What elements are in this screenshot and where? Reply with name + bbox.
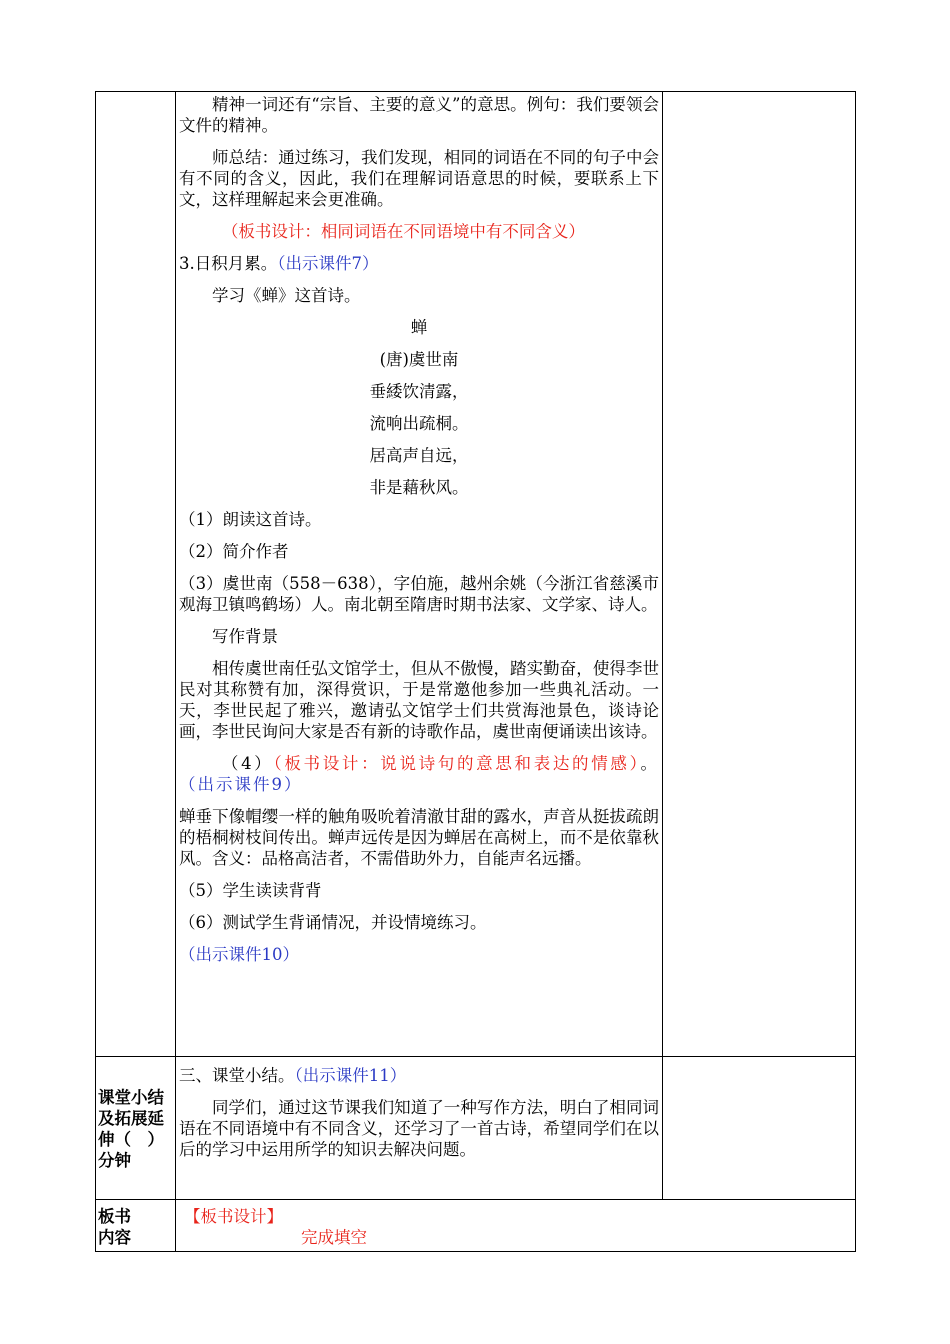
writing-background-title: 写作背景	[212, 627, 278, 646]
board-note-poem-meaning: （板书设计：说说诗句的意思和表达的情感）	[273, 754, 641, 773]
summary-heading: 三、课堂小结。	[179, 1066, 295, 1085]
summary-label: 课堂小结及拓展延伸（ ）分钟	[98, 1088, 164, 1170]
step3-line	[179, 253, 659, 274]
item-6-test: （6）测试学生背诵情况，并设情境练习。	[179, 913, 487, 932]
notes-cell	[663, 92, 856, 1057]
board-note-same-words: （板书设计：相同词语在不同语境中有不同含义）	[221, 222, 585, 241]
writing-background-text: 相传虞世南任弘文馆学士，但从不傲慢，踏实勤奋，使得李世民对其称赞有加，深得赏识，于是常邀他参加一些典礼活动。一天，李世民起了雅兴，邀请弘文馆学士们共赏海池景色，谈诗论画，李世民询问大家是否有新的诗歌作品，虞世南便诵读出该诗。	[179, 659, 659, 741]
teaching-process-row	[96, 92, 856, 1057]
item-5-recite: （5）学生读读背背	[179, 881, 322, 900]
item-4-mid: 。	[640, 754, 660, 773]
poem-title: 蝉	[410, 318, 428, 337]
teaching-content-cell	[176, 92, 663, 1057]
poem-line-1: 垂緌饮清露，	[369, 382, 469, 401]
board-label: 板书内容	[98, 1207, 131, 1247]
study-poem-line: 学习《蝉》这首诗。	[212, 286, 361, 305]
courseware-10-link[interactable]: （出示课件10）	[179, 945, 299, 964]
board-design-fill: 完成填空	[301, 1228, 367, 1247]
courseware-9-link[interactable]: （出示课件9）	[179, 775, 303, 794]
board-content-row	[96, 1200, 856, 1252]
summary-content-cell	[176, 1057, 663, 1200]
poem-line-2: 流响出疏桐。	[369, 414, 469, 433]
item-4-prefix: （4）	[221, 754, 274, 773]
item-2-author-intro: （2）简介作者	[179, 542, 289, 561]
item-3-author-bio: （3）虞世南（558－638），字伯施，越州余姚（今浙江省慈溪市观海卫镇鸣鹤场）人。南北朝至隋唐时期书法家、文学家、诗人。	[179, 574, 659, 614]
paragraph-teacher-summary: 师总结：通过练习，我们发现，相同的词语在不同的句子中会有不同的含义，因此，我们在理解词语意思的时候，要联系上下文，这样理解起来会更准确。	[179, 148, 659, 209]
courseware-11-link[interactable]: （出示课件11）	[294, 1066, 407, 1085]
paragraph-spirit-meaning: 精神一词还有“宗旨、主要的意义”的意思。例句：我们要领会文件的精神。	[179, 95, 659, 135]
item-4-line	[179, 753, 659, 795]
class-summary-row	[96, 1057, 856, 1200]
lesson-plan-table	[95, 91, 856, 1252]
poem-line-4: 非是藉秋风。	[369, 478, 469, 497]
row-label-cell	[96, 92, 176, 1057]
poem-line-3: 居高声自远，	[369, 446, 469, 465]
board-design-title: 【板书设计】	[184, 1207, 283, 1226]
poem-author: (唐)虞世南	[379, 350, 459, 369]
summary-label-cell	[96, 1057, 176, 1200]
board-label-cell	[96, 1200, 176, 1252]
board-content-cell	[176, 1200, 856, 1252]
step3-text: 3.日积月累。	[179, 254, 278, 273]
poem-meaning-text: 蝉垂下像帽缨一样的触角吸吮着清澈甘甜的露水，声音从挺拔疏朗的梧桐树枝间传出。蝉声远传是因为蝉居在高树上，而不是依靠秋风。含义：品格高洁者，不需借助外力，自能声名远播。	[179, 807, 659, 868]
summary-paragraph: 同学们，通过这节课我们知道了一种写作方法，明白了相同词语在不同语境中有不同含义，还学习了一首古诗，希望同学们在以后的学习中运用所学的知识去解决问题。	[179, 1098, 659, 1159]
courseware-7-link[interactable]: （出示课件7）	[277, 254, 379, 273]
item-1-read-poem: （1）朗读这首诗。	[179, 510, 322, 529]
summary-notes-cell	[663, 1057, 856, 1200]
summary-heading-line	[179, 1065, 659, 1086]
